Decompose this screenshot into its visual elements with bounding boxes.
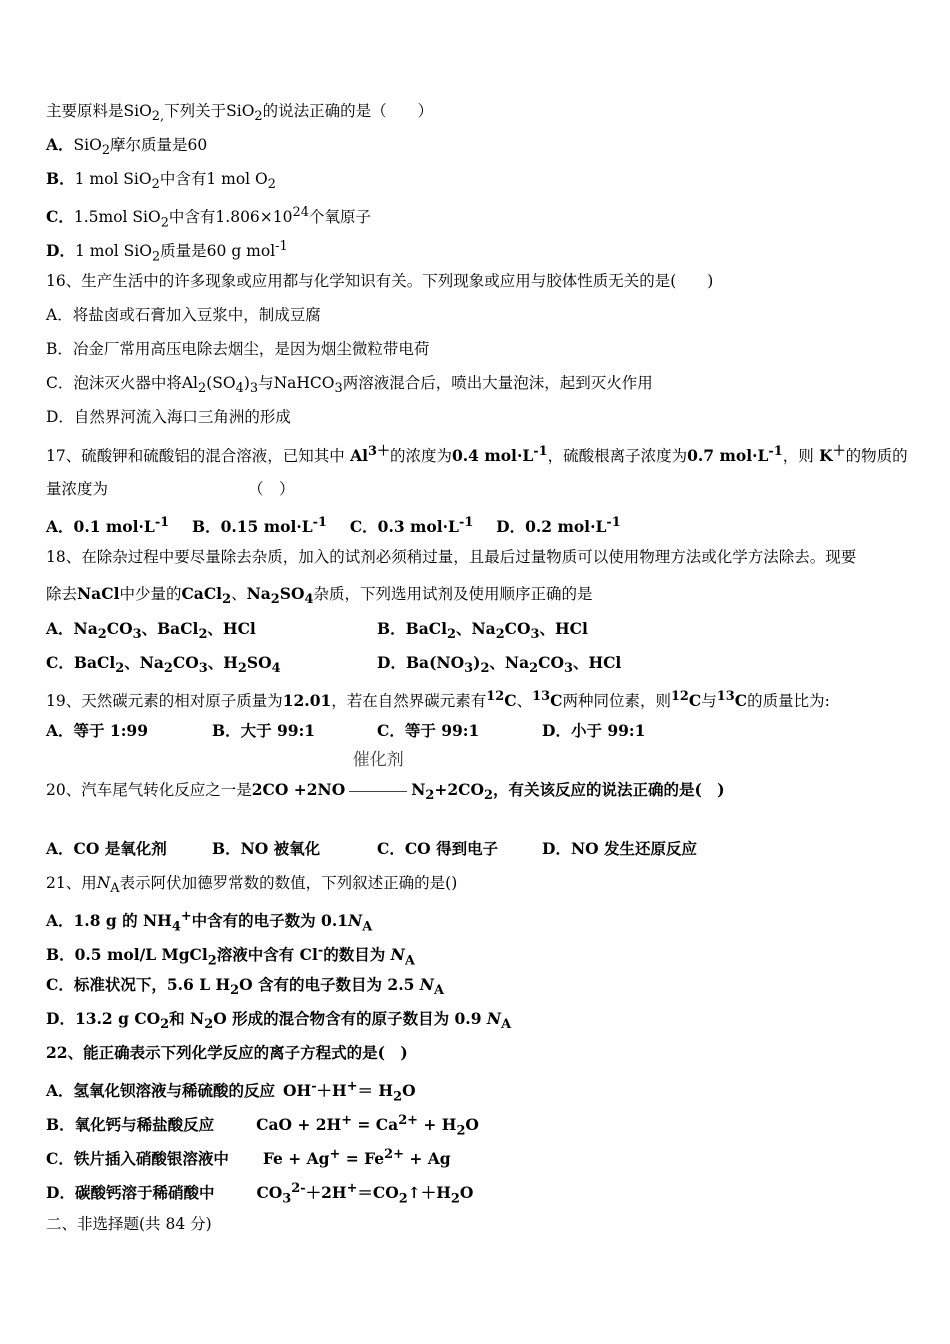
q17-option-d: D．0.2 $mol\cdot L^{-1}$ <box>496 515 621 537</box>
q20-stem: 20、汽车尾气转化反应之一是2CO +2NO 催化剂 $N_2+2CO_2$，有关该反应的说法正确的是( ) <box>46 750 725 804</box>
q19-stem: 19、天然碳元素的相对原子质量为12.01，若在自然界碳元素有$^{12}$C、$^{13}$C两种同位素，则$^{12}$C与$^{13}$C的质量比为: <box>46 689 830 711</box>
q17-options <box>46 512 621 538</box>
q15-option-a: A．SiO$_2$摩尔质量是60 <box>46 135 208 159</box>
q22-option-b: B．氧化钙与稀盐酸反应 CaO + $2H^+ = Ca^{2+} + H_2O$ <box>46 1113 479 1139</box>
q20-option-d: D．NO 发生还原反应 <box>542 839 698 858</box>
q21-stem: 21、用$N_A$表示阿伏加德罗常数的数值，下列叙述正确的是() <box>46 874 458 897</box>
q17-option-a: A．0.1 $mol\cdot L^{-1}$ <box>46 515 170 537</box>
q17-stem: 17、硫酸钾和硫酸铝的混合溶液，已知其中 $Al^{3+}$的浓度为0.4 $mol\cdot L^{-1}$，硫酸根离子浓度为0.7 $mol\cdot L^{-1}$，则 K＋的物质的 <box>46 444 908 466</box>
section-heading: 二、非选择题(共 84 分) <box>46 1215 212 1233</box>
catalyst-arrow: 催化剂 <box>349 779 407 801</box>
q21-option-a: A．1.8 g 的 $NH_4^+$中含有的电子数为 $0.1N_A$ <box>46 909 373 935</box>
q16-option-d: D．自然界河流入海口三角洲的形成 <box>46 408 291 426</box>
q22-option-a: A．氢氧化钡溶液与稀硫酸的反应 $OH^-+H^+= H_2O$ <box>46 1079 416 1105</box>
q21-option-d: D．13.2 g $CO_2$和 $N_2O$ 形成的混合物含有的原子数目为 0.9 $N_A$ <box>46 1009 512 1033</box>
q19-option-a: A．等于 1:99 <box>46 721 148 740</box>
q15-option-b: B．1 mol SiO$_2$中含有1 mol $O_2$ <box>46 169 276 193</box>
q20-option-a: A．CO 是氧化剂 <box>46 839 167 858</box>
q22-option-c: C．铁片插入硝酸银溶液中 $Fe + Ag^+ = Fe^{2+} + Ag$ <box>46 1147 451 1169</box>
q17-stem-line2: 量浓度为 （ ） <box>46 480 295 498</box>
q16-stem: 16、生产生活中的许多现象或应用都与化学知识有关。下列现象或应用与胶体性质无关的是( ) <box>46 272 714 290</box>
q18-stem: 18、在除杂过程中要尽量除去杂质，加入的试剂必须稍过量，且最后过量物质可以使用物理方法或化学方法除去。现要 <box>46 548 857 566</box>
q15-option-d: D．1 mol SiO$_2$质量是60 g mol$^{-1}$ <box>46 239 288 265</box>
q18-option-a: A．$Na_2CO_3$、BaCl$_2$、HCl <box>46 619 256 643</box>
q19-option-c: C．等于 99:1 <box>377 721 480 740</box>
q21-option-c: C．标准状况下，5.6 L $H_2O$ 含有的电子数目为 2.5 $N_A$ <box>46 975 444 999</box>
q18-option-d: D．$Ba(NO_3)_2$、$Na_2CO_3$、HCl <box>377 653 622 677</box>
q15-option-c: C．1.5mol SiO$_2$中含有$1.806\times 10^{24}$个氧原子 <box>46 205 371 231</box>
q16-option-b: B．冶金厂常用高压电除去烟尘，是因为烟尘微粒带电荷 <box>46 340 430 358</box>
q19-option-d: D．小于 99:1 <box>542 721 646 740</box>
q22-stem: 22、能正确表示下列化学反应的离子方程式的是( ) <box>46 1043 408 1062</box>
q15-stem: 主要原料是SiO$_{2,}$下列关于SiO$_2$的说法正确的是（ ） <box>46 102 434 125</box>
q20-option-b: B．NO 被氧化 <box>212 839 321 858</box>
q18-option-b: B．BaCl$_2$、$Na_2CO_3$、HCl <box>377 619 588 643</box>
q20-option-c: C．CO 得到电子 <box>377 839 499 858</box>
q16-option-a: A．将盐卤或石膏加入豆浆中，制成豆腐 <box>46 306 321 324</box>
q17-option-c: C．0.3 $mol\cdot L^{-1}$ <box>349 515 474 537</box>
q16-option-c: C．泡沫灭火器中将$Al_2(SO_4)_3$与NaHCO$_3$两溶液混合后，喷出大量泡沫，起到灭火作用 <box>46 374 653 397</box>
q21-option-b: B．0.5 mol/L MgCl$_2$溶液中含有 Cl-的数目为 $N_A$ <box>46 943 415 969</box>
q18-option-c: C．BaCl$_2$、$Na_2CO_3$、$H_2SO_4$ <box>46 653 281 677</box>
q18-stem-line2: 除去NaCl中少量的CaCl$_2$、$Na_2SO_4$杂质，下列选用试剂及使用顺序正确的是 <box>46 584 593 608</box>
q22-option-d: D．碳酸钙溶于稀硝酸中 $CO_3^{2-}+2H^+=CO_2↑+H_2O$ <box>46 1181 474 1207</box>
q17-option-b: B．0.15 $mol\cdot L^{-1}$ <box>191 515 328 537</box>
q19-option-b: B．大于 99:1 <box>212 721 316 740</box>
